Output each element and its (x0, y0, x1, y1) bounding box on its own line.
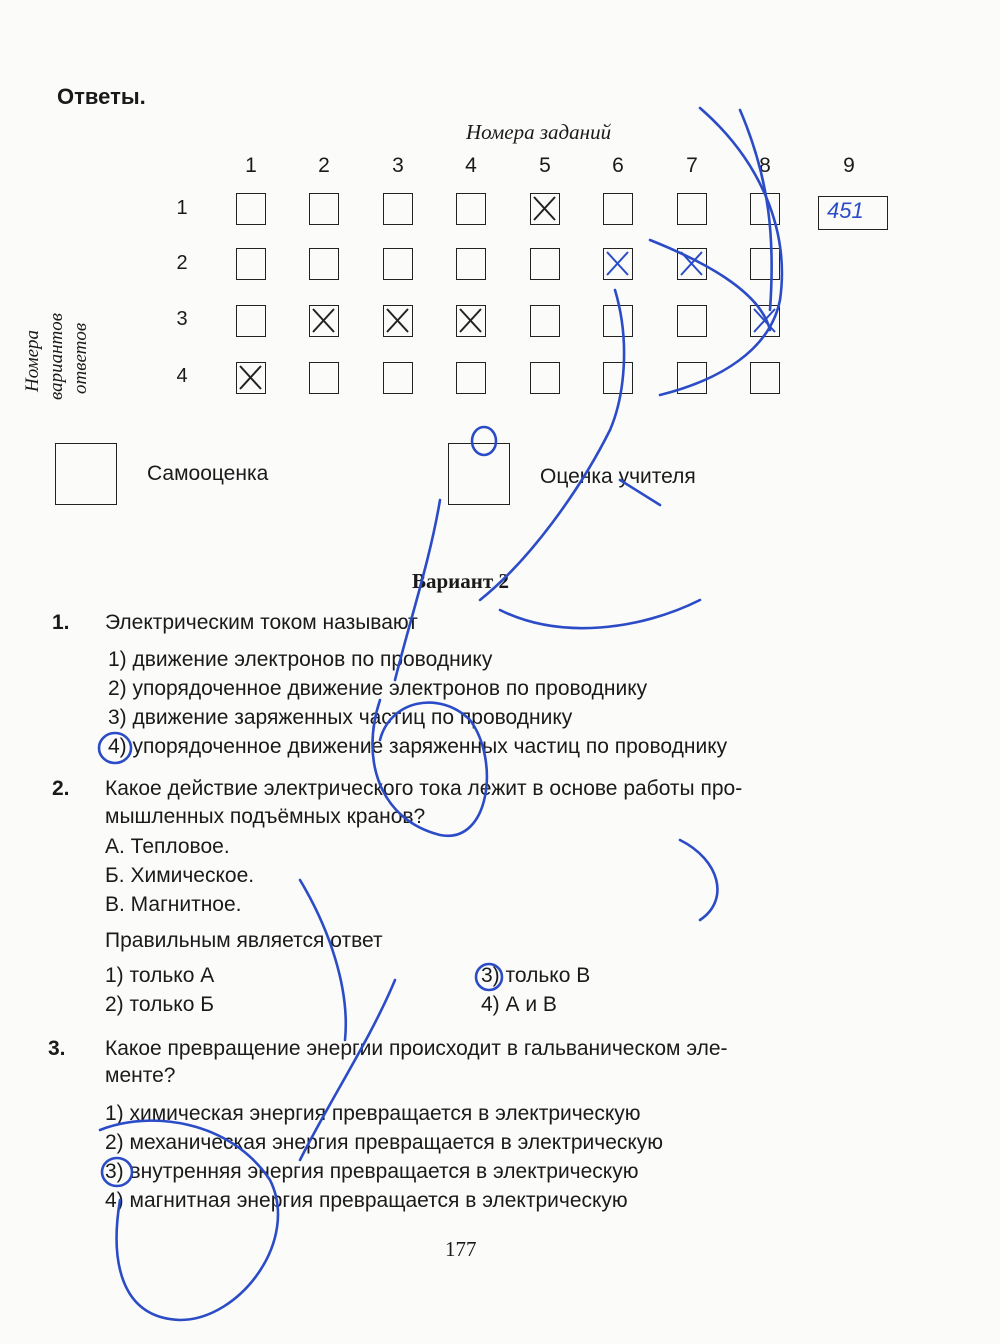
pen-circle-q2-option3 (476, 964, 502, 990)
variants-caption-line3: ответов (70, 322, 91, 394)
variants-caption-line2: вариантов (46, 312, 67, 400)
task-number: 9 (843, 154, 855, 177)
task-number: 7 (686, 154, 698, 177)
task-number: 5 (539, 154, 551, 177)
task-number: 8 (759, 154, 771, 177)
task-number: 2 (318, 154, 330, 177)
pen-stroke (395, 500, 440, 680)
page-number: 177 (445, 1237, 477, 1261)
pen-stroke (300, 980, 395, 1160)
answer-prompt: Правильным является ответ (105, 929, 383, 952)
variant-number: 2 (176, 252, 188, 274)
pen-stroke (680, 840, 717, 920)
answer-option[interactable]: 4) упорядоченное движение заряженных частиц по проводнику (108, 735, 728, 758)
answer-option[interactable]: 2) упорядоченное движение электронов по проводнику (108, 677, 648, 700)
answer-option[interactable]: 4) магнитная энергия превращается в электрическую (105, 1189, 628, 1212)
pen-stroke (500, 600, 700, 628)
teacher-mark-circle (472, 427, 496, 455)
page-title: Ответы. (57, 84, 146, 109)
variant-number: 1 (176, 197, 188, 219)
pen-stroke (480, 290, 624, 600)
answer-option[interactable]: 2) только Б (105, 993, 215, 1016)
task-number: 1 (245, 154, 257, 177)
pen-stroke (650, 240, 770, 330)
teacher-grade-label: Оценка учителя (540, 465, 696, 488)
answer-option[interactable]: 4) А и В (481, 993, 557, 1016)
variants-caption-line1: Номера (22, 329, 43, 392)
answer-option[interactable]: 3) внутренняя энергия превращается в электрическую (105, 1160, 639, 1183)
variant-title: Вариант 2 (412, 569, 509, 593)
variant-number: 4 (176, 365, 188, 387)
pen-stroke (373, 700, 487, 836)
pen-stroke (620, 480, 660, 505)
question-text: Электрическим током называют (105, 611, 418, 634)
task-number: 3 (392, 154, 404, 177)
question-number: 3. (48, 1037, 66, 1060)
answer-option[interactable]: 3) только В (481, 964, 591, 987)
answer-option[interactable]: 3) движение заряженных частиц по проводнику (108, 706, 573, 729)
pen-stroke (300, 880, 346, 1040)
task9-answer-value: 451 (827, 198, 864, 223)
task-number: 4 (465, 154, 477, 177)
task-number: 6 (612, 154, 624, 177)
question-text-line1: Какое действие электрического тока лежит в основе работы про- (105, 777, 743, 800)
pen-stroke (740, 110, 772, 310)
question-text-line2: мышленных подъёмных кранов? (105, 805, 426, 828)
question-number: 2. (52, 777, 70, 800)
pen-circle-q3-option3 (102, 1158, 132, 1186)
answer-option[interactable]: 1) только А (105, 964, 215, 987)
question-text-line2: менте? (105, 1064, 176, 1087)
question-number: 1. (52, 611, 70, 634)
statement-item: Б. Химическое. (105, 864, 255, 887)
pen-circle-q1-option4 (99, 733, 131, 763)
answer-option[interactable]: 2) механическая энергия превращается в электрическую (105, 1131, 664, 1154)
answer-option[interactable]: 1) движение электронов по проводнику (108, 648, 493, 671)
self-grade-label: Самооценка (147, 462, 269, 485)
statement-item: В. Магнитное. (105, 893, 242, 916)
tasks-caption: Номера заданий (466, 120, 612, 144)
question-text-line1: Какое превращение энергии происходит в гальваническом эле- (105, 1037, 728, 1060)
answer-option[interactable]: 1) химическая энергия превращается в электрическую (105, 1102, 641, 1125)
pen-stroke (100, 1121, 278, 1320)
statement-item: А. Тепловое. (105, 835, 230, 858)
variant-number: 3 (176, 308, 188, 330)
